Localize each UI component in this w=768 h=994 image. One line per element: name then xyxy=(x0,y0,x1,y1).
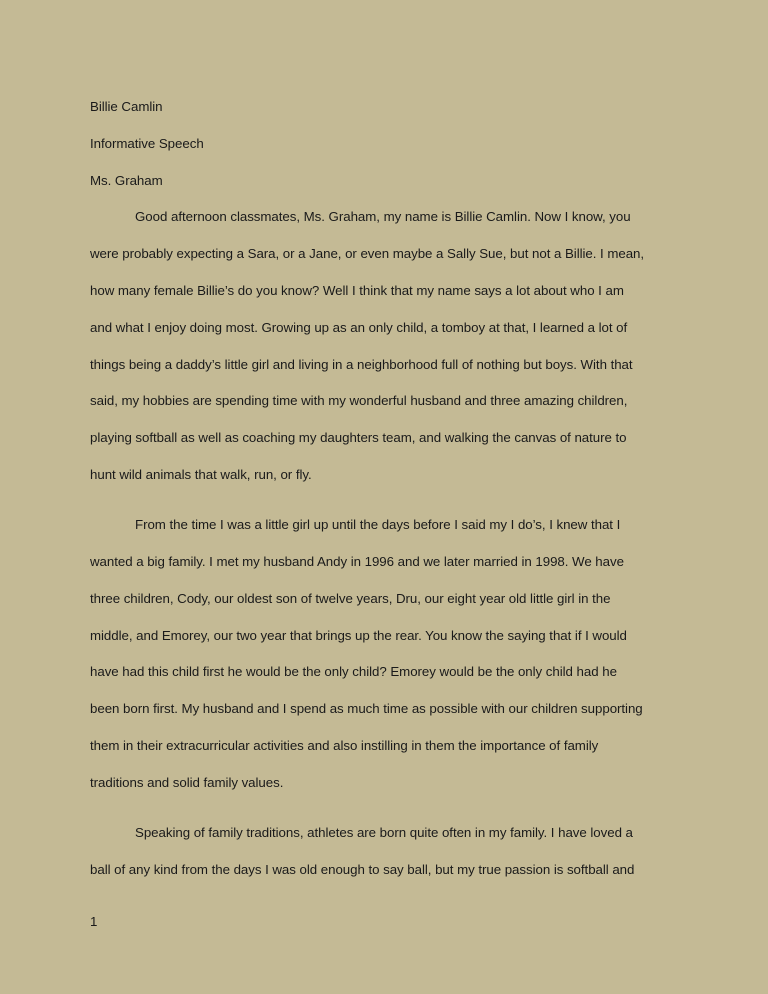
paragraph-line: traditions and solid family values. xyxy=(90,774,284,790)
paragraph-1 xyxy=(90,199,688,493)
paragraph-line: ball of any kind from the days I was old enough to say ball, but my true passion is softball and xyxy=(90,861,635,877)
paragraph-line: them in their extracurricular activities and also instilling in them the importance of family xyxy=(90,738,599,754)
paragraph-line: have had this child first he would be the only child? Emorey would be the only child had he xyxy=(90,664,617,680)
document-body xyxy=(90,89,688,889)
paragraph-line: been born first. My husband and I spend as much time as possible with our children supporting xyxy=(90,701,643,717)
paragraph-line: Good afternoon classmates, Ms. Graham, my name is Billie Camlin. Now I know, you xyxy=(135,209,631,225)
paragraph-line: wanted a big family. I met my husband Andy in 1996 and we later married in 1998. We have xyxy=(90,554,624,570)
assignment-title: Informative Speech xyxy=(90,135,204,151)
paragraph-spacer xyxy=(90,802,688,816)
paragraph-3 xyxy=(90,815,688,889)
paragraph-line: things being a daddy’s little girl and living in a neighborhood full of nothing but boys. With that xyxy=(90,356,633,372)
page-number: 1 xyxy=(90,914,98,929)
paragraph-spacer xyxy=(90,494,688,508)
paragraph-line: From the time I was a little girl up until the days before I said my I do’s, I knew that I xyxy=(135,517,621,533)
paragraph-line: hunt wild animals that walk, run, or fly. xyxy=(90,466,312,482)
author-name: Billie Camlin xyxy=(90,99,163,114)
paragraph-line: Speaking of family traditions, athletes are born quite often in my family. I have loved a xyxy=(135,825,633,841)
paragraph-line: and what I enjoy doing most. Growing up as an only child, a tomboy at that, I learned a lot of xyxy=(90,319,628,335)
paragraph-line: said, my hobbies are spending time with my wonderful husband and three amazing children, xyxy=(90,393,628,409)
paragraph-2 xyxy=(90,507,688,801)
paragraph-line: middle, and Emorey, our two year that brings up the rear. You know the saying that if I would xyxy=(90,627,627,643)
paragraph-line: were probably expecting a Sara, or a Jane, or even maybe a Sally Sue, but not a Billie. I mean, xyxy=(90,246,645,262)
paragraph-line: three children, Cody, our oldest son of twelve years, Dru, our eight year old little girl in the xyxy=(90,590,611,606)
paragraph-line: playing softball as well as coaching my daughters team, and walking the canvas of nature to xyxy=(90,430,627,446)
instructor-name: Ms. Graham xyxy=(90,172,163,188)
paragraph-line: how many female Billie’s do you know? Well I think that my name says a lot about who I am xyxy=(90,282,624,298)
